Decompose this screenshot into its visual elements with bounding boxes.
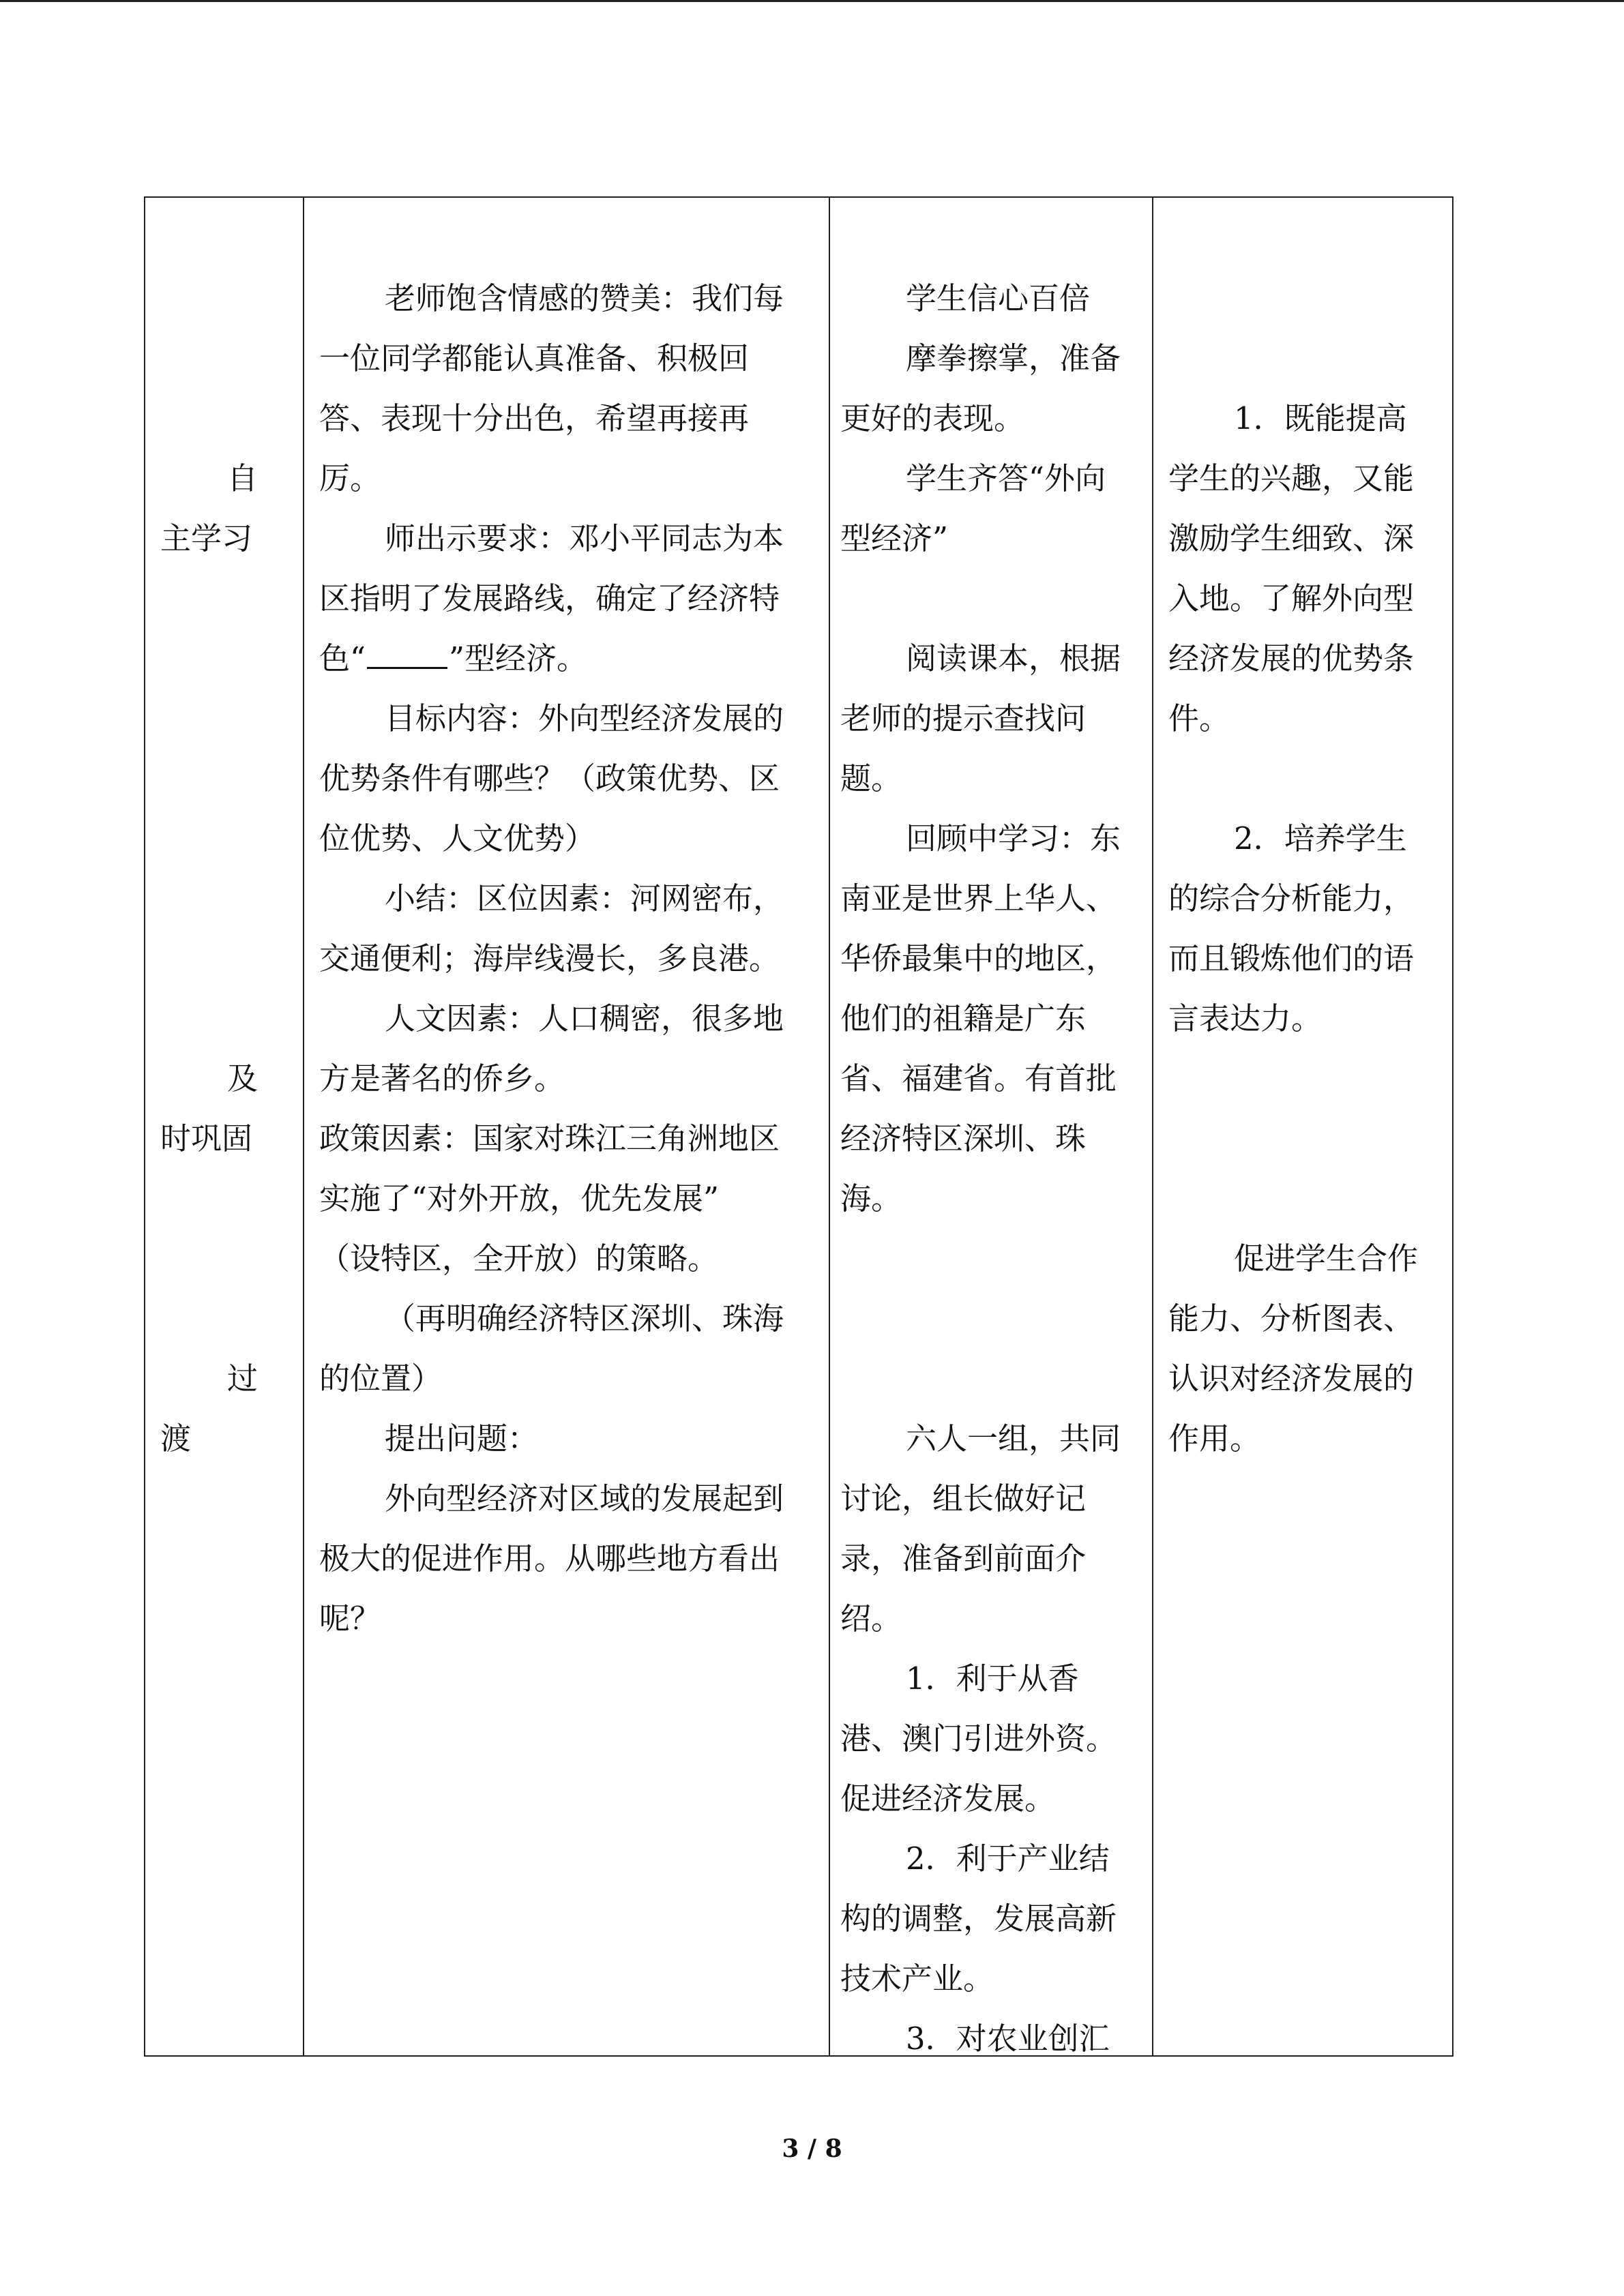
teacher-activity-column [304, 198, 829, 2055]
student-text: 回顾中学习：东 [906, 820, 1121, 856]
intent-text: 促进学生合作 [1234, 1240, 1419, 1277]
student-text: 绍。 [840, 1600, 902, 1637]
student-text: 阅读课本，根据 [906, 640, 1121, 676]
student-text: 老师的提示查找问 [840, 700, 1087, 736]
student-text: 学生信心百倍 [906, 280, 1091, 316]
intent-text: 而且锻炼他们的语 [1168, 940, 1415, 976]
student-text: 题。 [840, 760, 902, 796]
lesson-table [144, 196, 1453, 2057]
student-text: 讨论，组长做好记 [840, 1480, 1087, 1517]
stage-label: 及 [227, 1060, 259, 1097]
teacher-text: 交通便利；海岸线漫长，多良港。 [319, 940, 780, 976]
student-text: 六人一组，共同 [906, 1420, 1121, 1457]
intent-text: 2．培养学生 [1234, 820, 1407, 856]
teacher-text: 呢？ [319, 1600, 381, 1637]
intent-text: 入地。了解外向型 [1168, 580, 1415, 616]
teacher-text: 位优势、人文优势） [319, 820, 596, 856]
top-border [0, 0, 1624, 2]
student-text: 学生齐答“外向 [906, 460, 1106, 496]
teacher-text: （再明确经济特区深圳、珠海 [385, 1300, 784, 1337]
teacher-text: 师出示要求：邓小平同志为本 [385, 520, 784, 556]
stage-label: 自 [227, 460, 259, 496]
stage-column [145, 198, 303, 2055]
teacher-text: 优势条件有哪些？（政策优势、区 [319, 760, 780, 796]
intent-text: 言表达力。 [1168, 1000, 1323, 1037]
teacher-text: 极大的促进作用。从哪些地方看出 [319, 1540, 780, 1577]
student-text: 促进经济发展。 [840, 1780, 1056, 1817]
student-text: 他们的祖籍是广东 [840, 1000, 1087, 1037]
student-text: 南亚是世界上华人、 [840, 880, 1117, 916]
teacher-text: 老师饱含情感的赞美：我们每 [385, 280, 784, 316]
student-text: 3．对农业创汇 [906, 2021, 1110, 2057]
intent-text: 1．既能提高 [1234, 400, 1407, 436]
stage-label: 主学习 [160, 520, 253, 556]
intent-text: 的综合分析能力， [1168, 880, 1415, 916]
teacher-text: 厉。 [319, 460, 381, 496]
design-intent-column [1153, 198, 1453, 2055]
intent-text: 件。 [1168, 700, 1230, 736]
stage-label: 渡 [160, 1420, 192, 1457]
student-text: 1．利于从香 [906, 1660, 1079, 1697]
student-text: 海。 [840, 1180, 902, 1217]
teacher-text: 区指明了发展路线，确定了经济特 [319, 580, 780, 616]
teacher-text: 政策因素：国家对珠江三角洲地区 [319, 1120, 780, 1157]
intent-text: 学生的兴趣，又能 [1168, 460, 1415, 496]
teacher-text: ”型经济。 [449, 640, 588, 676]
student-text: 摩拳擦掌，准备 [906, 340, 1121, 376]
student-text: 港、澳门引进外资。 [840, 1720, 1117, 1757]
student-text: 录，准备到前面介 [840, 1540, 1087, 1577]
stage-label: 时巩固 [160, 1120, 253, 1157]
teacher-text: 人文因素：人口稠密，很多地 [385, 1000, 784, 1037]
intent-text: 作用。 [1168, 1420, 1261, 1457]
teacher-text: 一位同学都能认真准备、积极回 [319, 340, 750, 376]
teacher-text: 实施了“对外开放，优先发展” [319, 1180, 720, 1217]
student-text: 更好的表现。 [840, 400, 1025, 436]
student-activity-column [830, 198, 1152, 2055]
student-text: 技术产业。 [840, 1960, 994, 1997]
student-text: 2．利于产业结 [906, 1840, 1110, 1877]
teacher-text: 方是著名的侨乡。 [319, 1060, 565, 1097]
teacher-text: （设特区，全开放）的策略。 [319, 1240, 719, 1277]
student-text: 经济特区深圳、珠 [840, 1120, 1087, 1157]
teacher-text: 目标内容：外向型经济发展的 [385, 700, 784, 736]
teacher-text: 外向型经济对区域的发展起到 [385, 1480, 784, 1517]
student-text: 型经济” [840, 520, 949, 556]
teacher-text: 色“ [319, 640, 366, 676]
teacher-text-fill-blank [319, 629, 829, 689]
student-text: 省、福建省。有首批 [840, 1060, 1117, 1097]
intent-text: 能力、分析图表、 [1168, 1300, 1415, 1337]
student-text: 华侨最集中的地区， [840, 940, 1117, 976]
teacher-text: 的位置） [319, 1360, 443, 1397]
intent-text: 经济发展的优势条 [1168, 640, 1415, 676]
teacher-text: 小结：区位因素：河网密布， [385, 880, 784, 916]
stage-label: 过 [227, 1360, 259, 1397]
page-number: 3 / 8 [782, 2134, 842, 2163]
intent-text: 激励学生细致、深 [1168, 520, 1415, 556]
teacher-text: 答、表现十分出色，希望再接再 [319, 400, 750, 436]
teacher-text: 提出问题： [385, 1420, 539, 1457]
intent-text: 认识对经济发展的 [1168, 1360, 1415, 1397]
answer-blank [367, 633, 447, 669]
student-text: 构的调整，发展高新 [840, 1900, 1117, 1937]
